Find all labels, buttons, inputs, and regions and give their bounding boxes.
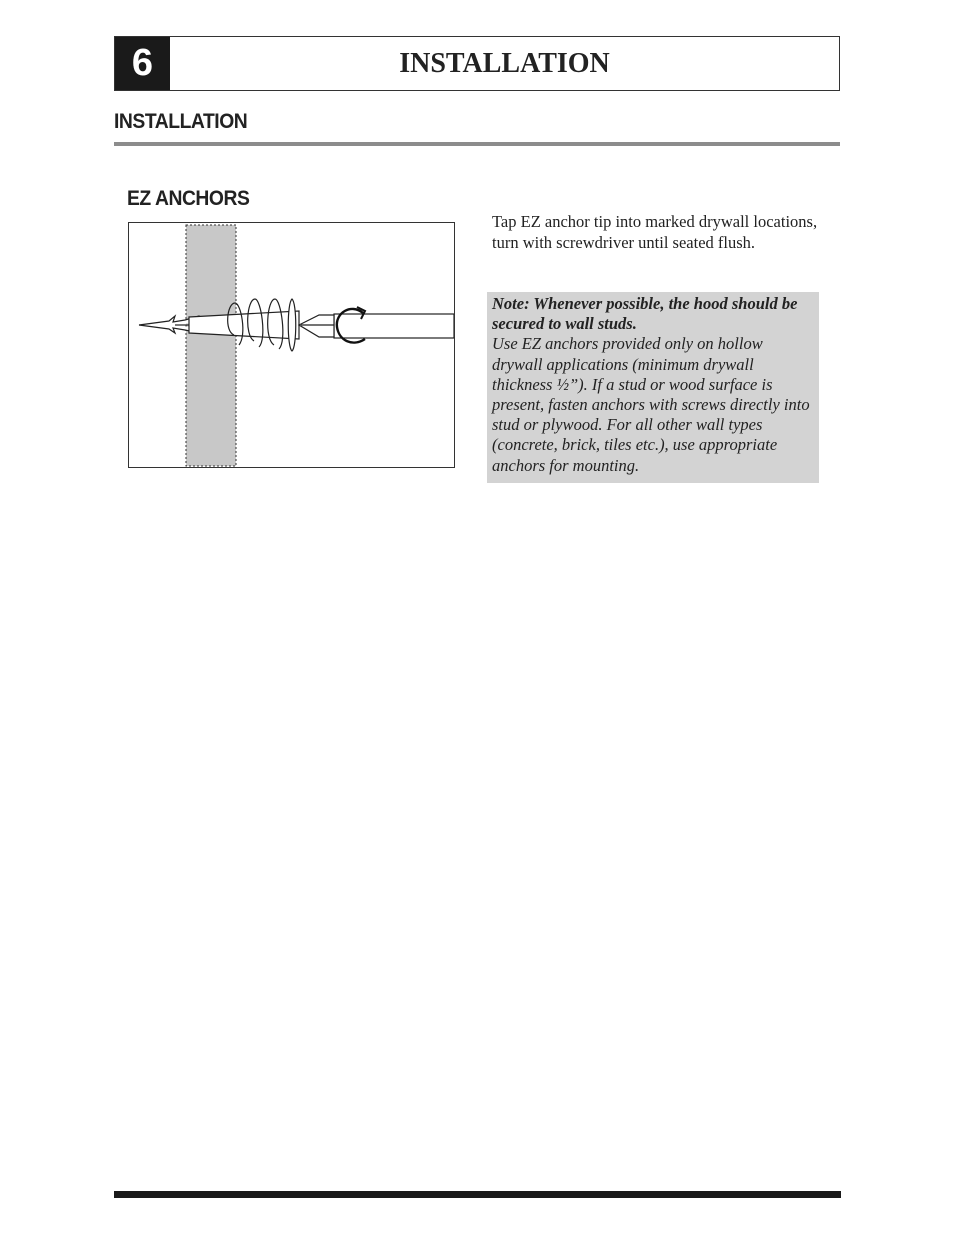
ez-anchor-figure [128,222,455,468]
note-box [487,292,819,483]
chapter-header [114,36,840,91]
note-lead: Note: Whenever possible, the hood should be secured to wall studs. [492,294,798,334]
subsection-title: EZ ANCHORS [127,187,250,210]
instruction-text: Tap EZ anchor tip into marked drywall locations, turn with screwdriver until seated flush. [492,212,818,252]
section-divider [114,142,840,146]
note-body: Use EZ anchors provided only on hollow drywall applications (minimum drywall thickness ½”). If a stud or wood surface is present, fasten anchors with screws directly into stud or plywood. For all other wall types (concrete, brick, tiles etc.), use appropriate anchors for mounting. [492,334,810,475]
footer-divider [114,1191,841,1198]
chapter-number-badge: 6 [115,37,170,90]
drywall-stud-icon [186,225,236,466]
screwdriver-icon [299,314,454,338]
section-title: INSTALLATION [114,110,248,133]
chapter-title: INSTALLATION [399,48,610,79]
ez-anchor-illustration [129,223,454,467]
